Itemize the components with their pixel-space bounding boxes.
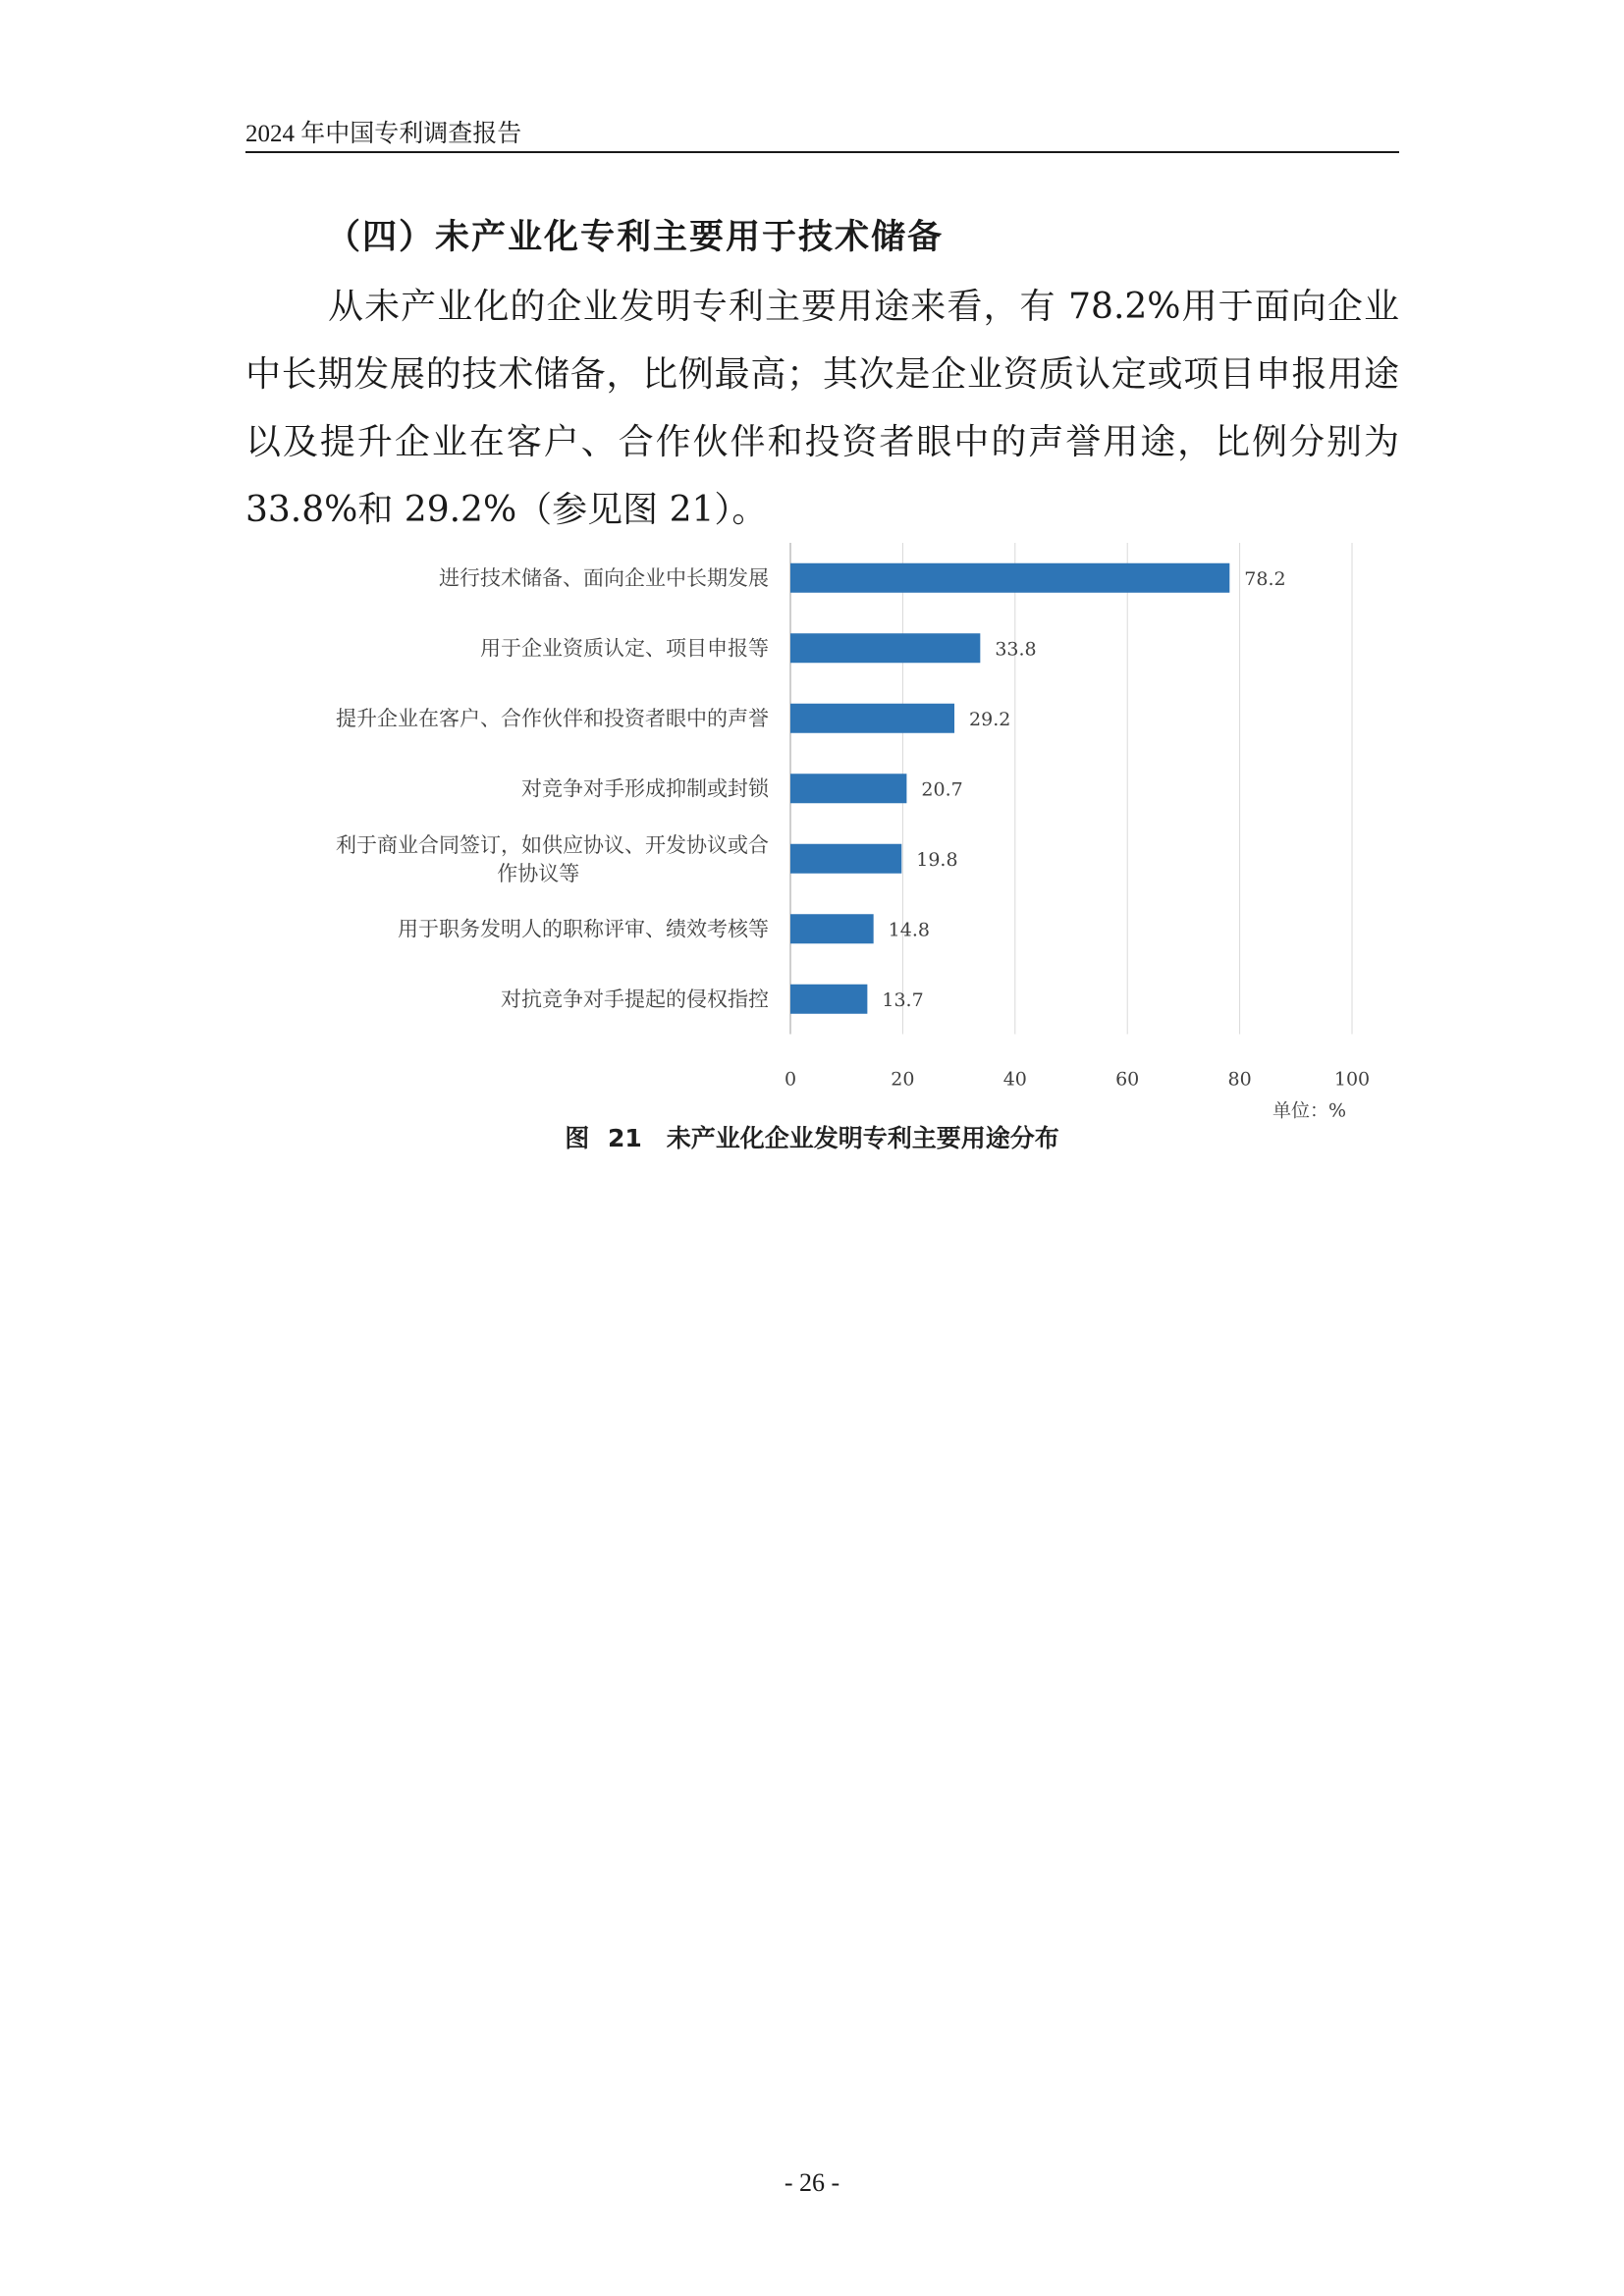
bar [790,563,1229,593]
x-tick-label: 100 [1333,1068,1371,1091]
unit-label: 单位：% [1272,1099,1346,1122]
value-label: 33.8 [995,638,1037,661]
value-label: 14.8 [888,919,930,941]
value-label: 19.8 [916,848,958,871]
bar [790,704,954,733]
figure-caption: 图 21 未产业化企业发明专利主要用途分布 [565,1124,1059,1152]
value-label: 13.7 [882,988,924,1011]
category-label: 提升企业在客户、合作伙伴和投资者眼中的声誉 [336,706,769,730]
category-label: 用于企业资质认定、项目申报等 [480,636,769,661]
page-number: - 26 - [784,2168,840,2197]
bar [790,844,901,874]
value-label: 78.2 [1244,567,1286,590]
body-paragraph: 从未产业化的企业发明专利主要用途来看，有 78.2%用于面向企业中长期发展的技术储备，比例最高；其次是企业资质认定或项目申报用途以及提升企业在客户、合作伙伴和投资者眼中的声誉用途，比例分别为 33.8%和 29.2%（参见图 21）。 [245,287,1399,530]
category-label: 进行技术储备、面向企业中长期发展 [439,565,769,590]
category-label: 利于商业合同签订，如供应协议、开发协议或合作协议等 [336,832,769,885]
category-label: 对竞争对手形成抑制或封锁 [521,776,769,801]
x-tick-label: 80 [1227,1068,1252,1091]
section-heading: （四）未产业化专利主要用于技术储备 [326,218,945,257]
value-label: 20.7 [921,778,963,801]
x-tick-label: 60 [1115,1068,1140,1091]
bar-chart [236,535,1375,1122]
running-header: 2024 年中国专利调查报告 [245,121,522,147]
x-tick-label: 0 [784,1068,797,1091]
bar [790,985,867,1014]
x-tick-label: 20 [891,1068,915,1091]
category-label: 用于职务发明人的职称评审、绩效考核等 [398,917,769,941]
bar [790,914,874,943]
value-label: 29.2 [969,708,1011,730]
header-divider [245,151,1399,153]
category-label: 对抗竞争对手提起的侵权指控 [501,987,769,1011]
bar [790,774,906,803]
bar [790,633,980,663]
x-tick-label: 40 [1002,1068,1027,1091]
